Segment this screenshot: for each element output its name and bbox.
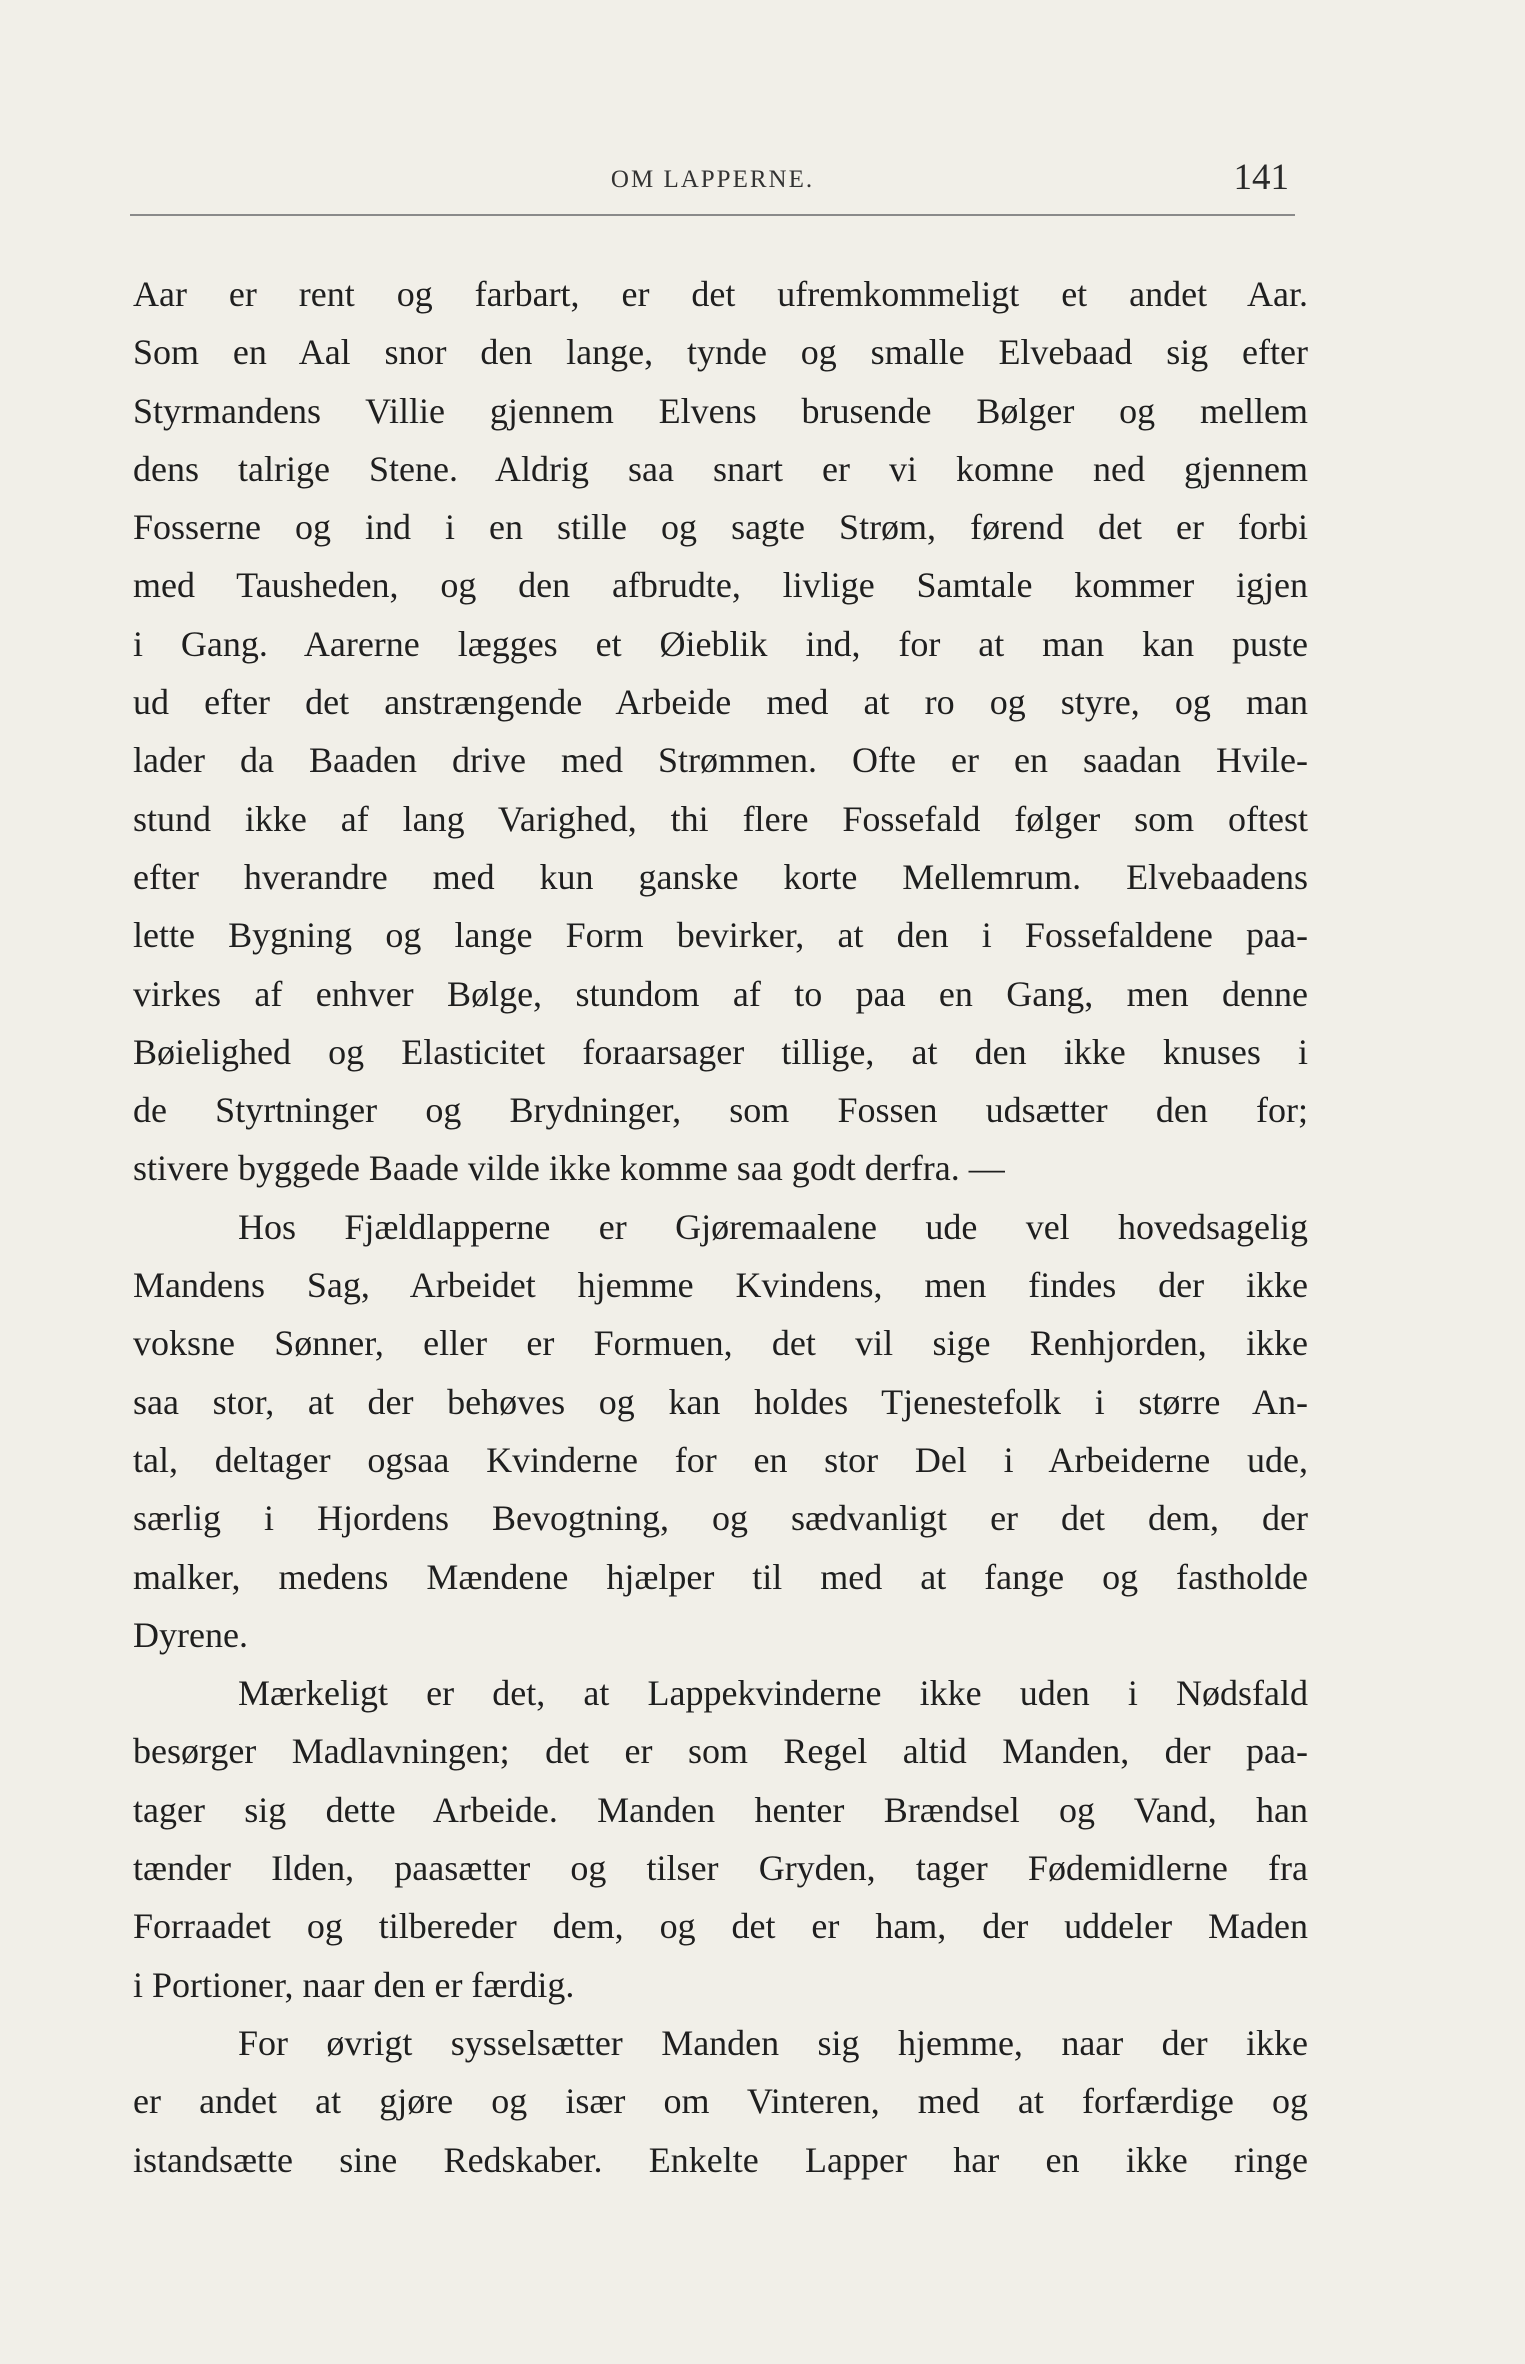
text-line: Mandens Sag, Arbeidet hjemme Kvindens, men findes der ikke bbox=[133, 1265, 1308, 1306]
body-text bbox=[133, 265, 1308, 2189]
text-line: i Portioner, naar den er færdig. bbox=[133, 1964, 575, 2005]
text-line: tænder Ilden, paasætter og tilser Gryden, tager Fødemidlerne fra bbox=[133, 1848, 1308, 1889]
text-line: de Styrtninger og Brydninger, som Fossen udsætter den for; bbox=[133, 1090, 1308, 1131]
text-line: med Tausheden, og den afbrudte, livlige Samtale kommer igjen bbox=[133, 565, 1308, 606]
header-rule bbox=[130, 214, 1295, 216]
text-line: tager sig dette Arbeide. Manden henter Brændsel og Vand, han bbox=[133, 1789, 1308, 1830]
paragraph-first-line: Hos Fjældlapperne er Gjøremaalene ude vel hovedsagelig bbox=[238, 1206, 1308, 1247]
paragraph-first-line: For øvrigt sysselsætter Manden sig hjemme, naar der ikke bbox=[238, 2022, 1308, 2063]
text-line: voksne Sønner, eller er Formuen, det vil sige Renhjorden, ikke bbox=[133, 1323, 1308, 1364]
paragraph-first-line: Mærkeligt er det, at Lappekvinderne ikke uden i Nødsfald bbox=[238, 1673, 1308, 1714]
text-line: ud efter det anstrængende Arbeide med at ro og styre, og man bbox=[133, 682, 1308, 723]
page-number: 141 bbox=[1233, 157, 1289, 198]
text-line: besørger Madlavningen; det er som Regel altid Manden, der paa- bbox=[133, 1731, 1308, 1772]
text-line: er andet at gjøre og især om Vinteren, med at forfærdige og bbox=[133, 2081, 1308, 2122]
text-line: stivere byggede Baade vilde ikke komme saa godt derfra. — bbox=[133, 1148, 1005, 1189]
text-line: malker, medens Mændene hjælper til med at fange og fastholde bbox=[133, 1556, 1308, 1597]
text-line: tal, deltager ogsaa Kvinderne for en stor Del i Arbeiderne ude, bbox=[133, 1439, 1308, 1480]
text-line: Bøielighed og Elasticitet foraarsager tillige, at den ikke knuses i bbox=[133, 1031, 1308, 1072]
text-line: virkes af enhver Bølge, stundom af to paa en Gang, men denne bbox=[133, 973, 1308, 1014]
text-line: særlig i Hjordens Bevogtning, og sædvanligt er det dem, der bbox=[133, 1498, 1308, 1539]
text-line: stund ikke af lang Varighed, thi flere Fossefald følger som oftest bbox=[133, 798, 1308, 839]
text-line: efter hverandre med kun ganske korte Mellemrum. Elvebaadens bbox=[133, 856, 1308, 897]
text-line: i Gang. Aarerne lægges et Øieblik ind, for at man kan puste bbox=[133, 623, 1308, 664]
text-line: Aar er rent og farbart, er det ufremkommeligt et andet Aar. bbox=[133, 274, 1308, 314]
text-line: lader da Baaden drive med Strømmen. Ofte er en saadan Hvile- bbox=[133, 740, 1308, 781]
text-line: Dyrene. bbox=[133, 1614, 248, 1655]
text-line: Styrmandens Villie gjennem Elvens brusende Bølger og mellem bbox=[133, 390, 1308, 431]
text-line: dens talrige Stene. Aldrig saa snart er vi komne ned gjennem bbox=[133, 448, 1308, 489]
text-line: lette Bygning og lange Form bevirker, at den i Fossefaldene paa- bbox=[133, 915, 1308, 956]
text-line: Forraadet og tilbereder dem, og det er ham, der uddeler Maden bbox=[133, 1906, 1308, 1947]
text-line: saa stor, at der behøves og kan holdes Tjenestefolk i større An- bbox=[133, 1381, 1308, 1422]
text-line: Fosserne og ind i en stille og sagte Strøm, førend det er forbi bbox=[133, 507, 1308, 548]
text-line: istandsætte sine Redskaber. Enkelte Lapper har en ikke ringe bbox=[133, 2139, 1308, 2180]
text-line: Som en Aal snor den lange, tynde og smalle Elvebaad sig efter bbox=[133, 332, 1308, 373]
running-title: OM LAPPERNE. bbox=[610, 166, 815, 193]
running-head bbox=[130, 156, 1295, 206]
